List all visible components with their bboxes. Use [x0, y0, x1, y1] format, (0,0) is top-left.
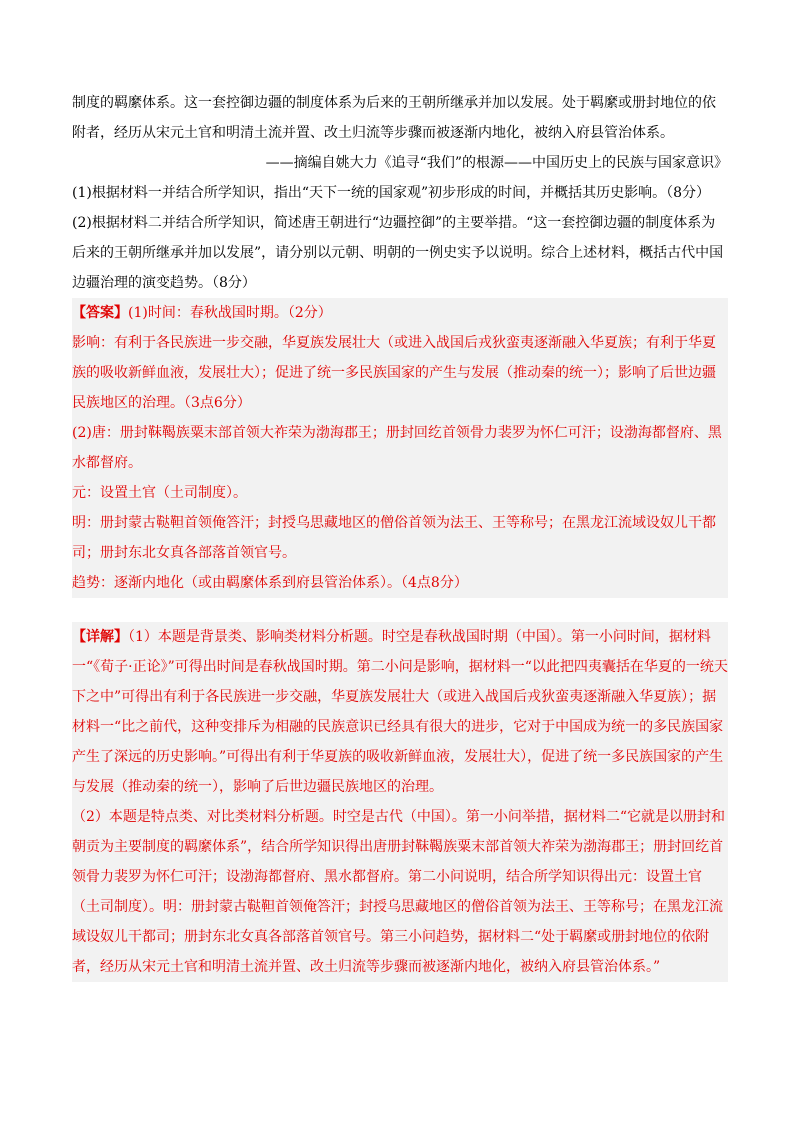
answer-2-trend: 趋势：逐渐内地化（或由羁縻体系到府县管治体系）。（4点8分）	[72, 575, 468, 591]
question-2: (2)根据材料二并结合所学知识，简述唐王朝进行“边疆控御”的主要举措。“这一套控御边疆的制度体系为后来的王朝所继承并加以发展”，请分别以元朝、明朝的一例史实予以说明。综合上述材料，概括古代中国边疆治理的演变趋势。（8分）	[72, 215, 724, 291]
questions	[72, 178, 728, 298]
section-gap	[72, 598, 728, 622]
answer-2-tang: (2)唐：册封靺鞨族粟末部首领大祚荣为渤海郡王；册封回纥首领骨力裴罗为怀仁可汗；设渤海都督府、黑水都督府。	[72, 425, 722, 471]
material-line-2: 附者，经历从宋元土官和明清土流并置、改土归流等步骤而被逐渐内地化，被纳入府县管治体系。	[72, 125, 674, 141]
answer-1-influence: 影响：有利于各民族进一步交融，华夏族发展壮大（或进入战国后戎狄蛮夷逐渐融入华夏族；有利于华夏族的吸收新鲜血液，发展壮大）；促进了统一多民族国家的产生与发展（推动秦的统一）；影响了后世边疆民族地区的治理。（3点6分）	[72, 335, 716, 411]
document-content	[72, 88, 728, 982]
material-line-1: 制度的羁縻体系。这一套控御边疆的制度体系为后来的王朝所继承并加以发展。处于羁縻或册封地位的依	[72, 95, 716, 111]
answer-2-ming: 明：册封蒙古鞑靼首领俺答汗；封授乌思藏地区的僧俗首领为法王、王等称号；在黑龙江流域设奴儿干都司；册封东北女真各部落首领官号。	[72, 515, 716, 561]
material-citation: ——摘编自姚大力《追寻“我们”的根源——中国历史上的民族与国家意识》	[265, 155, 728, 171]
material-tail	[72, 88, 728, 178]
answer-label: 【答案】	[72, 305, 128, 321]
detail-label: 【详解】	[72, 629, 128, 645]
answer-1-time: (1)时间：春秋战国时期。（2分）	[128, 305, 332, 321]
question-1: (1)根据材料一并结合所学知识，指出“天下一统的国家观”初步形成的时间，并概括其历史影响。（8分）	[72, 185, 711, 201]
detail-part-1: （1）本题是背景类、影响类材料分析题。时空是春秋战国时期（中国）。第一小问时间，据材料一“《荀子·正论》”可得出时间是春秋战国时期。第二小问是影响，据材料一“以此把四夷囊括在华夏的一统天下之中”可得出有利于各民族进一步交融，华夏族发展壮大（或进入战国后戎狄蛮夷逐渐融入华夏族）；据材料一“比之前代，这种变排斥为相融的民族意识已经具有很大的进步，它对于中国成为统一的多民族国家产生了深远的历史影响。”可得出有利于华夏族的吸收新鲜血液，发展壮大），促进了统一多民族国家的产生与发展（推动秦的统一），影响了后世边疆民族地区的治理。	[72, 629, 728, 795]
answer-block	[72, 298, 728, 598]
detail-block	[72, 622, 728, 982]
answer-2-yuan: 元：设置土官（土司制度）。	[72, 485, 247, 501]
detail-part-2: （2）本题是特点类、对比类材料分析题。时空是古代（中国）。第一小问举措，据材料二“它就是以册封和朝贡为主要制度的羁縻体系”，结合所学知识得出唐册封靺鞨族粟末部首领大祚荣为渤海郡王；册封回纥首领骨力裴罗为怀仁可汗；设渤海都督府、黑水都督府。第二小问说明，结合所学知识得出元：设置土官（土司制度）。明：册封蒙古鞑靼首领俺答汗；封授乌思藏地区的僧俗首领为法王、王等称号；在黑龙江流域设奴儿干都司；册封东北女真各部落首领官号。第三小问趋势，据材料二“处于羁縻或册封地位的依附者，经历从宋元土官和明清土流并置、改土归流等步骤而被逐渐内地化，被纳入府县管治体系。”	[72, 809, 726, 975]
